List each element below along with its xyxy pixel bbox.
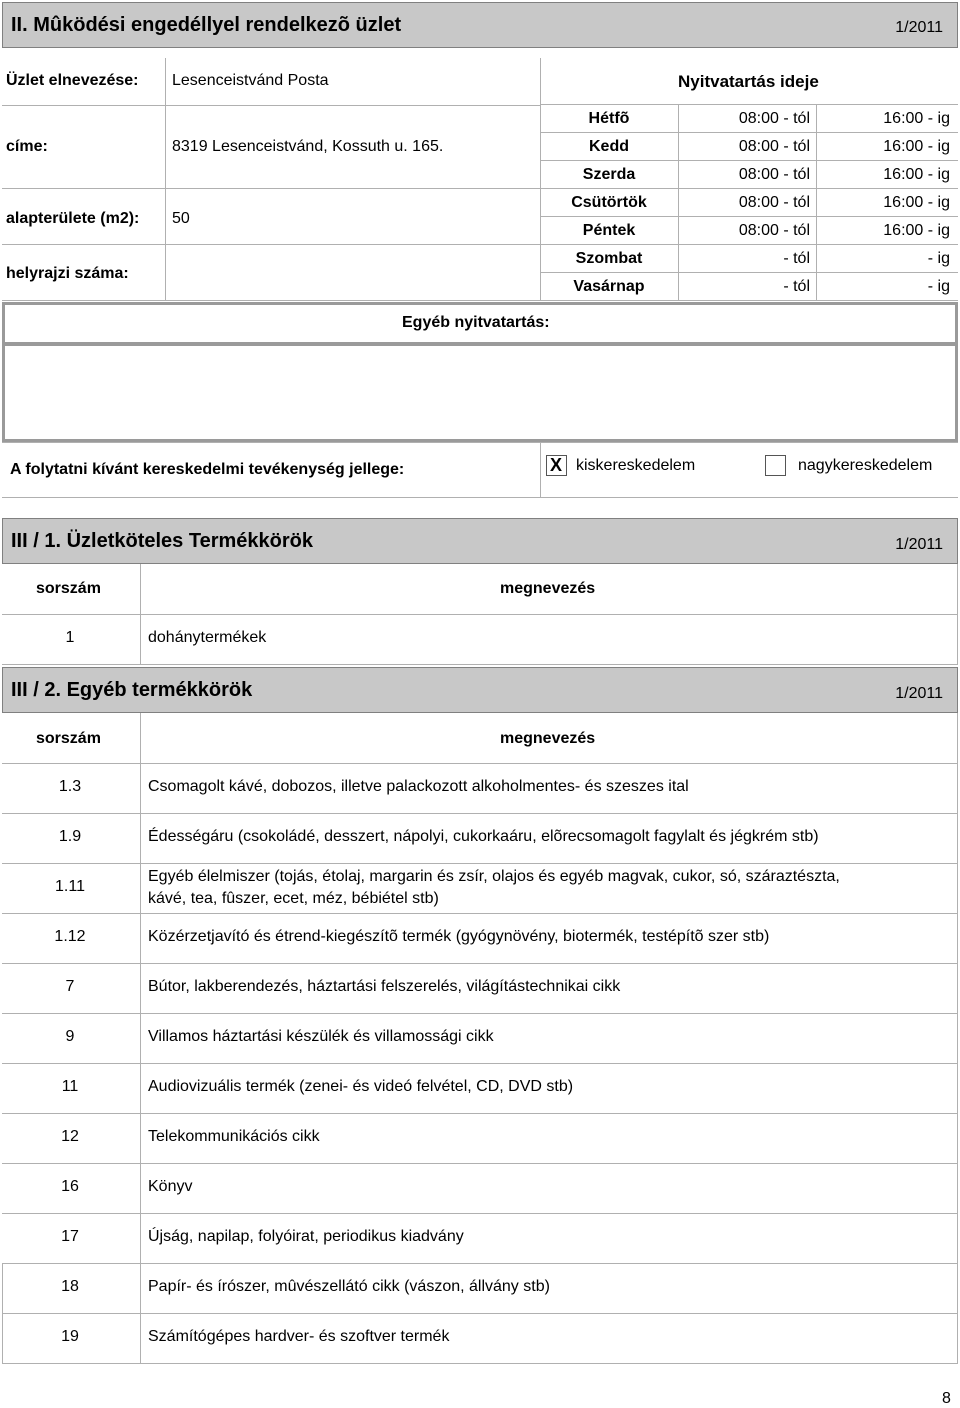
table-row-num: 11 [61, 1078, 79, 1095]
table-row-name-cont: kávé, tea, fûszer, ecet, méz, bébiétel stb) [148, 890, 439, 907]
section-2-title: II. Mûködési engedéllyel rendelkezõ üzlet [11, 14, 402, 36]
hours-from: - tól [783, 250, 810, 267]
table-row-name: Újság, napilap, folyóirat, periodikus kiadvány [148, 1228, 464, 1245]
activity-label: A folytatni kívánt kereskedelmi tevékenység jellege: [10, 461, 405, 478]
table-row-num: 1.9 [58, 828, 82, 845]
table-row-name: Édességáru (csokoládé, desszert, nápolyi, cukorkaáru, elõrecsomagolt fagylalt és jégkrém stb) [148, 828, 819, 845]
hours-to: 16:00 - ig [883, 194, 950, 211]
section-32-header [2, 667, 958, 713]
s32-col-name: megnevezés [500, 730, 596, 747]
hours-day: Szombat [575, 250, 643, 267]
hours-to: 16:00 - ig [883, 138, 950, 155]
hours-to: - ig [927, 250, 950, 267]
table-row-num: 19 [61, 1328, 79, 1345]
table-row-name: Számítógépes hardver- és szoftver termék [148, 1328, 450, 1345]
parcel-label: helyrajzi száma: [6, 265, 129, 282]
hours-day: Hétfõ [588, 110, 630, 127]
retail-check-mark: X [550, 455, 563, 475]
hours-to: 16:00 - ig [883, 110, 950, 127]
table-row-name: Csomagolt kávé, dobozos, illetve palackozott alkoholmentes- és szeszes ital [148, 778, 689, 795]
hours-from: - tól [783, 278, 810, 295]
page-number: 8 [942, 1390, 951, 1407]
hours-to: 16:00 - ig [883, 166, 950, 183]
retail-label: kiskereskedelem [576, 457, 696, 474]
s31-col-num: sorszám [36, 580, 101, 597]
area-label: alapterülete (m2): [6, 210, 140, 227]
hours-day: Vasárnap [573, 278, 645, 295]
table-row-num: 1.11 [55, 878, 85, 895]
section-31-code: 1/2011 [895, 536, 943, 553]
table-row-num: 7 [65, 978, 75, 995]
shop-name-value: Lesenceistvánd Posta [172, 72, 329, 89]
table-row-name: dohánytermékek [148, 629, 267, 646]
hours-day: Szerda [582, 166, 636, 183]
table-row-num: 9 [65, 1028, 75, 1045]
hours-from: 08:00 - tól [738, 222, 810, 239]
section-31-title: III / 1. Üzletköteles Termékkörök [11, 530, 313, 552]
table-row-name: Audiovizuális termék (zenei- és videó felvétel, CD, DVD stb) [148, 1078, 574, 1095]
hours-from: 08:00 - tól [738, 138, 810, 155]
address-value: 8319 Lesenceistvánd, Kossuth u. 165. [172, 138, 444, 155]
table-row-name: Egyéb élelmiszer (tojás, étolaj, margarin és zsír, olajos és egyéb magvak, cukor, só, száraztészta, [148, 868, 840, 885]
hours-from: 08:00 - tól [738, 110, 810, 127]
table-row-name: Villamos háztartási készülék és villamossági cikk [148, 1028, 494, 1045]
wholesale-checkbox[interactable] [765, 455, 786, 476]
retail-checkbox[interactable] [546, 455, 567, 476]
s32-col-num: sorszám [36, 730, 101, 747]
table-row-name: Könyv [148, 1178, 193, 1195]
table-row-name: Telekommunikációs cikk [148, 1128, 320, 1145]
hours-from: 08:00 - tól [738, 166, 810, 183]
section-2-code: 1/2011 [895, 19, 943, 36]
hours-to: 16:00 - ig [883, 222, 950, 239]
section-2-header [2, 2, 958, 48]
table-row-num: 1.12 [54, 928, 86, 945]
table-row-name: Közérzetjavító és étrend-kiegészítõ termék (gyógynövény, biotermék, testépítõ szer stb) [148, 928, 770, 945]
table-row-num: 12 [61, 1128, 79, 1145]
table-row-name: Papír- és írószer, mûvészellátó cikk (vászon, állvány stb) [148, 1278, 550, 1295]
shop-name-label: Üzlet elnevezése: [6, 72, 139, 89]
s31-col-name: megnevezés [500, 580, 596, 597]
area-value: 50 [172, 210, 190, 227]
hours-header: Nyitvatartás ideje [678, 72, 819, 91]
table-row-num: 16 [61, 1178, 79, 1195]
section-31-header [2, 518, 958, 564]
hours-day: Kedd [589, 138, 629, 155]
wholesale-label: nagykereskedelem [798, 457, 933, 474]
section-32-title: III / 2. Egyéb termékkörök [11, 679, 253, 701]
hours-from: 08:00 - tól [738, 194, 810, 211]
hours-to: - ig [927, 278, 950, 295]
other-hours-label: Egyéb nyitvatartás: [402, 314, 550, 331]
table-row-num: 17 [61, 1228, 79, 1245]
section-32-code: 1/2011 [895, 685, 943, 702]
other-hours-content [2, 342, 958, 442]
table-row-num: 1.3 [58, 778, 82, 795]
hours-day: Péntek [582, 222, 636, 239]
hours-day: Csütörtök [571, 194, 647, 211]
address-label: címe: [6, 138, 48, 155]
table-row-num: 1 [65, 629, 75, 646]
table-row-name: Bútor, lakberendezés, háztartási felszerelés, világítástechnikai cikk [148, 978, 621, 995]
table-row-num: 18 [61, 1278, 79, 1295]
